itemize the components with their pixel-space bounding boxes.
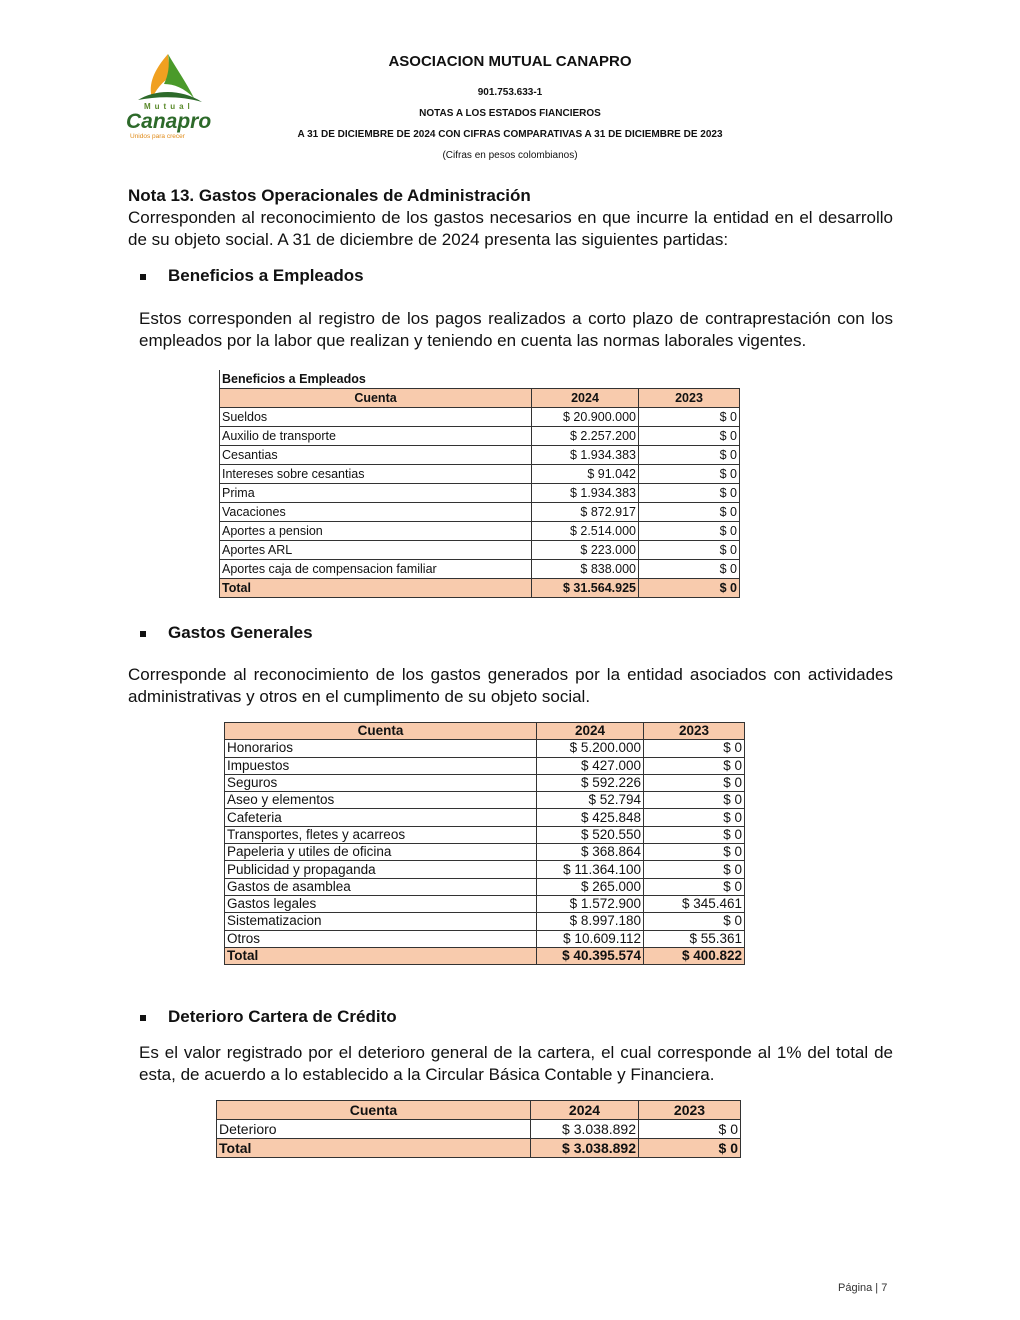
amount-cell: $ 223.000 [532,541,639,560]
section-heading-gastos [140,623,313,643]
section-text-gastos: Corresponde al reconocimiento de los gastos generados por la entidad asociados con actividades administrativas y otros en el cumplimento de su objeto social. [128,665,893,706]
table-row [225,878,745,895]
logo-top-text: Mutual [144,102,194,111]
notes-title: NOTAS A LOS ESTADOS FIANCIEROS [419,108,601,119]
table-row [225,792,745,809]
section-text-beneficios: Estos corresponden al registro de los pagos realizados a corto plazo de contraprestación con los empleados por la labor que realizan y teniendo en cuenta las normas laborales vigentes. [139,309,893,350]
amount-cell: $ 0 [639,541,740,560]
table-row [220,560,740,579]
amount-cell: $ 1.934.383 [532,446,639,465]
section-heading-text: Beneficios a Empleados [168,266,364,285]
account-cell: Gastos legales [225,895,537,912]
table-row [220,541,740,560]
amount-cell: $ 427.000 [537,757,644,774]
table-header-cell: Cuenta [220,389,532,408]
amount-cell: $ 11.364.100 [537,861,644,878]
amount-cell: $ 0 [644,740,745,757]
account-cell: Sistematizacion [225,913,537,930]
table-row [225,740,745,757]
account-cell: Intereses sobre cesantias [220,465,532,484]
account-cell: Honorarios [225,740,537,757]
section-heading-text: Deterioro Cartera de Crédito [168,1007,397,1026]
table-row [220,408,740,427]
table-row [220,427,740,446]
table-header-cell: 2024 [537,723,644,740]
account-cell: Sueldos [220,408,532,427]
account-cell: Impuestos [225,757,537,774]
account-cell: Aseo y elementos [225,792,537,809]
amount-cell: $ 0 [644,757,745,774]
amount-cell: $ 425.848 [537,809,644,826]
amount-cell: $ 0 [639,484,740,503]
account-cell: Transportes, fletes y acarreos [225,826,537,843]
table-total-row [220,579,740,598]
amount-cell: $ 0 [644,792,745,809]
currency-note: (Cifras en pesos colombianos) [442,150,578,161]
amount-cell: $ 0 [639,427,740,446]
table-row [225,826,745,843]
total-amount-cell: $ 40.395.574 [537,947,644,964]
account-cell: Prima [220,484,532,503]
table-row [220,446,740,465]
bullet-square-icon [140,274,146,280]
total-amount-cell: $ 0 [639,1139,741,1158]
bullet-square-icon [140,631,146,637]
org-title: ASOCIACION MUTUAL CANAPRO [388,53,632,70]
table-row [225,895,745,912]
amount-cell: $ 0 [639,560,740,579]
amount-cell: $ 0 [644,844,745,861]
note-title: Nota 13. Gastos Operacionales de Administración [128,186,531,205]
table-header-cell: 2023 [644,723,745,740]
table-total-row [217,1139,741,1158]
table-gastos-generales [224,722,745,965]
org-nit: 901.753.633-1 [477,87,543,98]
amount-cell: $ 5.200.000 [537,740,644,757]
amount-cell: $ 1.934.383 [532,484,639,503]
amount-cell: $ 0 [639,465,740,484]
amount-cell: $ 592.226 [537,774,644,791]
section-text-deterioro: Es el valor registrado por el deterioro general de la cartera, el cual corresponde al 1% del total de esta, de acuerdo a lo establecido a la Circular Básica Contable y Financiera. [139,1043,893,1084]
table-row [217,1120,741,1139]
amount-cell: $ 520.550 [537,826,644,843]
total-amount-cell: $ 3.038.892 [531,1139,639,1158]
amount-cell: $ 345.461 [644,895,745,912]
table-header-cell: 2024 [532,389,639,408]
account-cell: Papeleria y utiles de oficina [225,844,537,861]
account-cell: Auxilio de transporte [220,427,532,446]
amount-cell: $ 0 [644,913,745,930]
table-header-cell: Cuenta [217,1101,531,1120]
amount-cell: $ 0 [644,861,745,878]
table-deterioro [216,1100,741,1158]
total-label-cell: Total [217,1139,531,1158]
table-row [225,757,745,774]
total-label-cell: Total [220,579,532,598]
amount-cell: $ 52.794 [537,792,644,809]
table-header-row [217,1101,741,1120]
amount-cell: $ 2.514.000 [532,522,639,541]
account-cell: Aportes ARL [220,541,532,560]
amount-cell: $ 2.257.200 [532,427,639,446]
account-cell: Seguros [225,774,537,791]
table-header-cell: Cuenta [225,723,537,740]
table-header-cell: 2023 [639,1101,741,1120]
account-cell: Otros [225,930,537,947]
table-header-row [220,389,740,408]
amount-cell: $ 368.864 [537,844,644,861]
table-total-row [225,947,745,964]
table-caption-row [220,370,740,389]
amount-cell: $ 838.000 [532,560,639,579]
table-row [225,861,745,878]
account-cell: Gastos de asamblea [225,878,537,895]
bullet-square-icon [140,1015,146,1021]
amount-cell: $ 10.609.112 [537,930,644,947]
amount-cell: $ 0 [639,408,740,427]
table-row [220,484,740,503]
table-row [225,844,745,861]
table-beneficios [219,370,740,598]
table-header-row [225,723,745,740]
account-cell: Deterioro [217,1120,531,1139]
total-label-cell: Total [225,947,537,964]
logo-tagline: Unidos para crecer [130,133,185,140]
account-cell: Vacaciones [220,503,532,522]
amount-cell: $ 0 [644,878,745,895]
table-caption: Beneficios a Empleados [220,370,740,389]
logo-main-text: Canapro [126,110,212,133]
amount-cell: $ 0 [639,522,740,541]
amount-cell: $ 0 [644,774,745,791]
account-cell: Cesantias [220,446,532,465]
amount-cell: $ 0 [639,503,740,522]
amount-cell: $ 0 [639,1120,741,1139]
table-header-cell: 2023 [639,389,740,408]
amount-cell: $ 1.572.900 [537,895,644,912]
amount-cell: $ 265.000 [537,878,644,895]
amount-cell: $ 55.361 [644,930,745,947]
amount-cell: $ 3.038.892 [531,1120,639,1139]
table-row [225,809,745,826]
total-amount-cell: $ 0 [639,579,740,598]
amount-cell: $ 0 [639,446,740,465]
table-header-cell: 2024 [531,1101,639,1120]
amount-cell: $ 0 [644,826,745,843]
table-row [225,930,745,947]
table-row [220,522,740,541]
account-cell: Aportes caja de compensacion familiar [220,560,532,579]
period-line: A 31 DE DICIEMBRE DE 2024 CON CIFRAS COMPARATIVAS A 31 DE DICIEMBRE DE 2023 [297,129,723,140]
section-heading-deterioro [140,1007,397,1027]
total-amount-cell: $ 31.564.925 [532,579,639,598]
note-intro: Corresponden al reconocimiento de los gastos necesarios en que incurre la entidad en el desarrollo de su objeto social. A 31 de diciembre de 2024 presenta las siguientes partidas: [128,208,893,249]
amount-cell: $ 872.917 [532,503,639,522]
page-number: Página | 7 [838,1282,888,1294]
amount-cell: $ 0 [644,809,745,826]
table-row [220,465,740,484]
account-cell: Aportes a pension [220,522,532,541]
account-cell: Publicidad y propaganda [225,861,537,878]
section-heading-text: Gastos Generales [168,623,313,642]
table-row [225,913,745,930]
account-cell: Cafeteria [225,809,537,826]
table-row [220,503,740,522]
section-heading-beneficios [140,266,364,286]
amount-cell: $ 8.997.180 [537,913,644,930]
amount-cell: $ 91.042 [532,465,639,484]
table-row [225,774,745,791]
amount-cell: $ 20.900.000 [532,408,639,427]
total-amount-cell: $ 400.822 [644,947,745,964]
